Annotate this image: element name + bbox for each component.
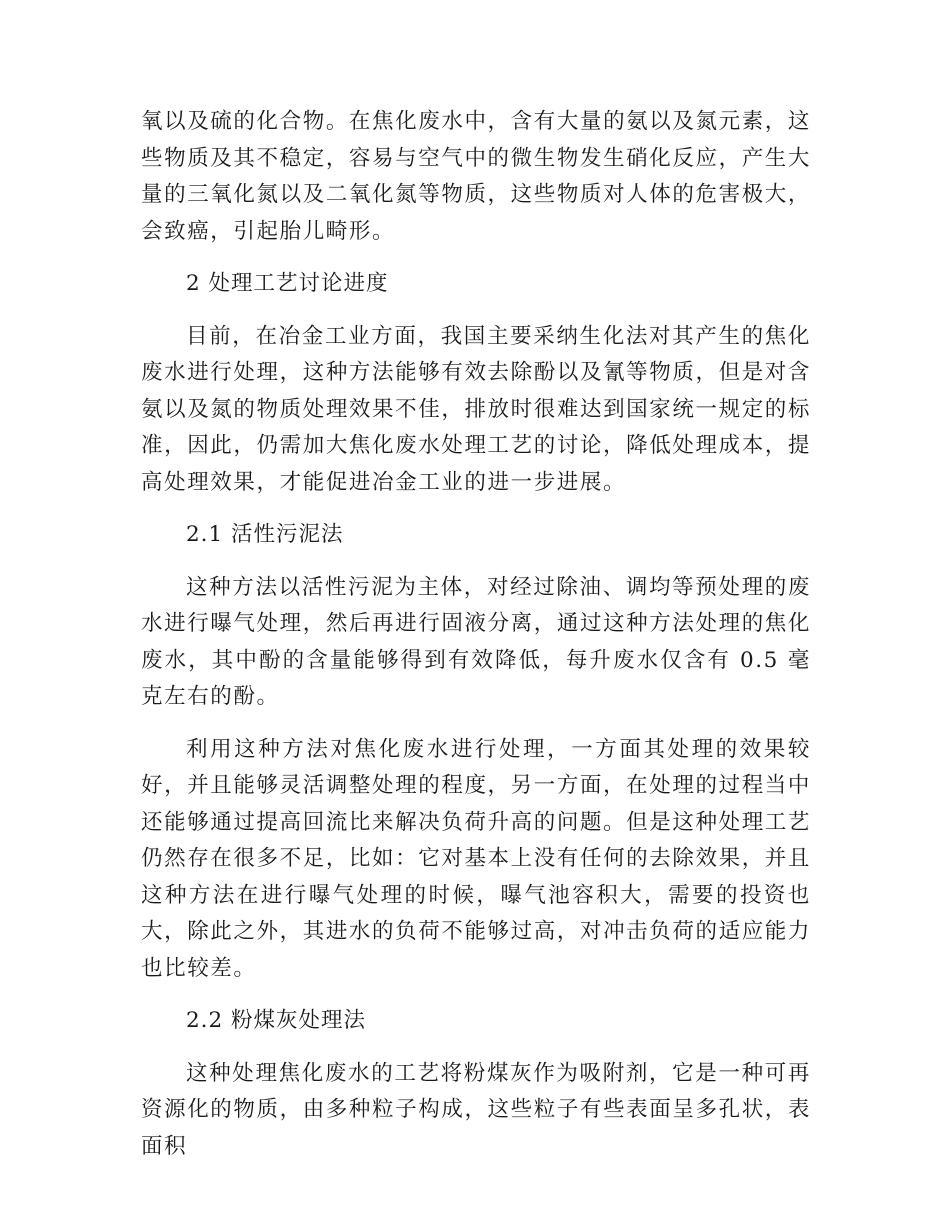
paragraph-body: 氧以及硫的化合物。在焦化废水中，含有大量的氨以及氮元素，这些物质及其不稳定，容易与空气中的微生物发生硝化反应，产生大量的三氧化氮以及二氧化氮等物质，这些物质对人体的危害极大，会致癌，引起胎儿畸形。 — [141, 109, 811, 244]
paragraph-body: 这种处理焦化废水的工艺将粉煤灰作为吸附剂，它是一种可再资源化的物质，由多种粒子构成，这些粒子有些表面呈多孔状，表面积 — [141, 1060, 811, 1159]
paragraph-body: 利用这种方法对焦化废水进行处理，一方面其处理的效果较好，并且能够灵活调整处理的程度，另一方面，在处理的过程当中还能够通过提高回流比来解决负荷升高的问题。但是这种处理工艺仍然存在很多不足，比如：它对基本上没有任何的去除效果，并且这种方法在进行曝气处理的时候，曝气池容积大，需要的投资也大，除此之外，其进水的负荷不能够过高，对冲击负荷的适应能力也比较差。 — [141, 736, 811, 981]
subsection-heading: 2.1 活性污泥法 — [186, 522, 344, 547]
section-heading: 2 处理工艺讨论进度 — [186, 271, 389, 296]
paragraph-body: 目前，在冶金工业方面，我国主要采纳生化法对其产生的焦化废水进行处理，这种方法能够有效去除酚以及氰等物质，但是对含氨以及氮的物质处理效果不佳，排放时很难达到国家统一规定的标准，因此，仍需加大焦化废水处理工艺的讨论，降低处理成本，提高处理效果，才能促进冶金工业的进一步进展。 — [141, 323, 811, 495]
paragraph-body: 这种方法以活性污泥为主体，对经过除油、调均等预处理的废水进行曝气处理，然后再进行固液分离，通过这种方法处理的焦化废水，其中酚的含量能够得到有效降低，每升废水仅含有 0.5 毫克左右的酚。 — [141, 574, 811, 709]
document-body — [141, 104, 811, 1181]
subsection-heading: 2.2 粉煤灰处理法 — [186, 1008, 367, 1033]
